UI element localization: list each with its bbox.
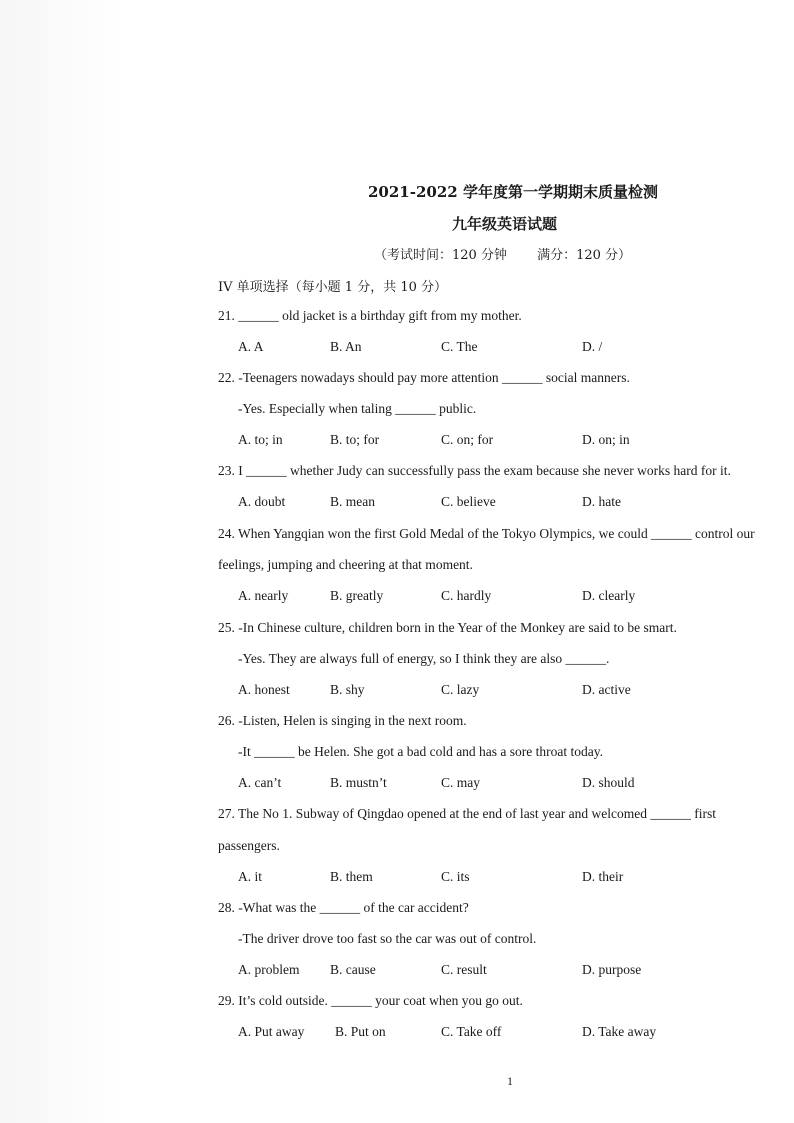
question-27-option-a: A. it: [238, 869, 263, 884]
exam-subtitle: 九年级英语试题: [452, 215, 558, 233]
question-25-line-2: -Yes. They are always full of energy, so I think they are also ______.: [238, 651, 610, 666]
question-28-option-c: C. result: [441, 962, 487, 977]
question-25-option-a: A. honest: [238, 682, 290, 697]
question-24-option-a: A. nearly: [238, 588, 289, 603]
question-22-option-a: A. to; in: [238, 432, 283, 447]
question-27-option-b: B. them: [330, 869, 373, 884]
question-28-option-d: D. purpose: [582, 962, 642, 977]
question-26-option-c: C. may: [441, 775, 480, 790]
question-24-line-1: 24. When Yangqian won the first Gold Medal of the Tokyo Olympics, we could ______ control our: [218, 526, 755, 541]
question-24-option-c: C. hardly: [441, 588, 492, 603]
question-22-option-b: B. to; for: [330, 432, 380, 447]
question-21-option-b: B. An: [330, 339, 362, 354]
question-24-option-d: D. clearly: [582, 588, 636, 603]
exam-title: 2021-2022 学年度第一学期期末质量检测: [368, 183, 658, 201]
question-23-option-c: C. believe: [441, 494, 496, 509]
question-29-option-c: C. Take off: [441, 1024, 502, 1039]
question-27-line-1: 27. The No 1. Subway of Qingdao opened at the end of last year and welcomed ______ first: [218, 806, 717, 821]
question-22-line-2: -Yes. Especially when taling ______ public.: [238, 401, 477, 416]
page-number: 1: [507, 1074, 513, 1088]
question-25-option-c: C. lazy: [441, 682, 480, 697]
question-22-line-1: 22. -Teenagers nowadays should pay more attention ______ social manners.: [218, 370, 630, 385]
question-26-line-2: -It ______ be Helen. She got a bad cold and has a sore throat today.: [238, 744, 604, 759]
question-27-option-c: C. its: [441, 869, 470, 884]
question-29-option-b: B. Put on: [335, 1024, 386, 1039]
question-21-option-a: A. A: [238, 339, 264, 354]
question-28-option-a: A. problem: [238, 962, 300, 977]
section-heading: IV 单项选择（每小题 1 分，共 10 分）: [218, 280, 447, 295]
exam-info: （考试时间：120 分钟 满分：120 分）: [374, 248, 632, 263]
question-29-line-1: 29. It’s cold outside. ______ your coat when you go out.: [218, 993, 523, 1008]
question-24-line-2: feelings, jumping and cheering at that moment.: [218, 557, 473, 572]
question-29-option-a: A. Put away: [238, 1024, 305, 1039]
question-26-option-d: D. should: [582, 775, 635, 790]
question-25-line-1: 25. -In Chinese culture, children born in the Year of the Monkey are said to be smart.: [218, 620, 677, 635]
question-26-option-b: B. mustn’t: [330, 775, 387, 790]
question-21-line-1: 21. ______ old jacket is a birthday gift from my mother.: [218, 308, 522, 323]
question-23-option-a: A. doubt: [238, 494, 286, 509]
question-28-line-1: 28. -What was the ______ of the car accident?: [218, 900, 469, 915]
question-23-line-1: 23. I ______ whether Judy can successfully pass the exam because she never works hard for it.: [218, 463, 731, 478]
question-21-option-c: C. The: [441, 339, 478, 354]
question-22-option-d: D. on; in: [582, 432, 630, 447]
question-23-option-b: B. mean: [330, 494, 375, 509]
question-27-option-d: D. their: [582, 869, 624, 884]
question-25-option-b: B. shy: [330, 682, 365, 697]
question-27-line-2: passengers.: [218, 838, 280, 853]
question-28-line-2: -The driver drove too fast so the car was out of control.: [238, 931, 537, 946]
question-28-option-b: B. cause: [330, 962, 376, 977]
question-23-option-d: D. hate: [582, 494, 621, 509]
question-24-option-b: B. greatly: [330, 588, 384, 603]
question-26-option-a: A. can’t: [238, 775, 282, 790]
question-21-option-d: D. /: [582, 339, 603, 354]
question-25-option-d: D. active: [582, 682, 631, 697]
question-26-line-1: 26. -Listen, Helen is singing in the next room.: [218, 713, 467, 728]
question-29-option-d: D. Take away: [582, 1024, 657, 1039]
scan-shade: [0, 0, 120, 1123]
question-22-option-c: C. on; for: [441, 432, 494, 447]
